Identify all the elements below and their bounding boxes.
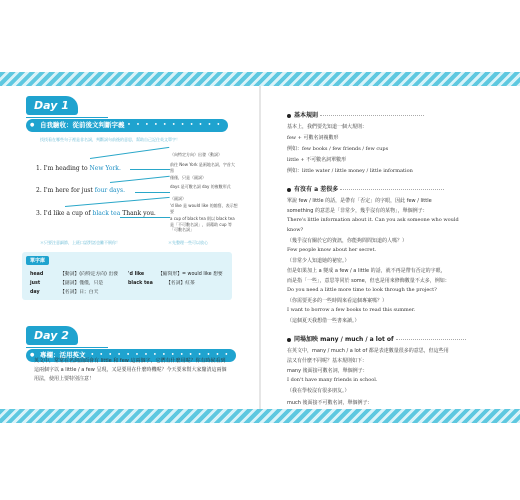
body-line: （這個夏天我想借一些書來讀。） bbox=[287, 318, 360, 324]
bottom-stripe-border bbox=[0, 409, 520, 423]
vocab-word: 'd like bbox=[128, 272, 145, 277]
sentence-1: 1. I'm heading to New York. bbox=[36, 165, 121, 172]
bullet-icon bbox=[287, 338, 291, 342]
sentence-2: 2. I'm here for just four days. bbox=[36, 187, 126, 194]
body-line: 而是指「一些」，意思等同於 some，但也是用來修飾數量不太多，例如： bbox=[287, 278, 450, 284]
dotted-leader bbox=[340, 189, 444, 190]
dotted-leader bbox=[320, 115, 424, 116]
day1-hint-bottom: ＊只要注意細節，上班口語對話也難不倒你！ bbox=[40, 240, 120, 245]
dotted-leader bbox=[396, 339, 466, 340]
left-page bbox=[0, 86, 259, 409]
highlight-black-tea: black tea bbox=[92, 210, 121, 217]
sentence-3: 3. I'd like a cup of black tea Thank you. bbox=[36, 210, 156, 217]
body-line: something 的意思是「非常少，幾乎沒有的某物」，舉個例子： bbox=[287, 208, 428, 214]
connector-line bbox=[135, 192, 170, 193]
day1-badge: Day 1 bbox=[26, 96, 78, 115]
body-line: 例如：little water / little money / little information bbox=[287, 168, 413, 174]
connector-line bbox=[120, 217, 170, 218]
vocab-word: black tea bbox=[128, 281, 153, 286]
day1-section-title bbox=[26, 119, 228, 132]
note-3: 僅僅，只是（副詞） bbox=[170, 175, 206, 180]
body-line: Do you need a little more time to look through the project? bbox=[287, 287, 437, 293]
note-2: 前往 New York 是兩地名詞，字首大寫 bbox=[170, 162, 235, 173]
day1-hint-top: 找找看在哪些句子裡是非名詞，判斷詞句前後的意思，幫助自己記住英文單字！ bbox=[40, 137, 180, 142]
vocab-word: just bbox=[30, 281, 41, 286]
vocab-word: day bbox=[30, 290, 40, 295]
body-line: little + 不可數名詞單數形 bbox=[287, 157, 347, 163]
vocab-item bbox=[128, 270, 223, 277]
heading-text: 同場加映 many / much / a lot of bbox=[294, 336, 394, 343]
day2-intro: 英文中，常常在名詞前面會有 little 和 few 這兩個字，它們有什麼用呢？你有時候看到這兩個字以 a little / a few 呈現，又是要用在什麼時機呢？今天要來幫大家釐清這兩個用法，使用上要特別注意！ bbox=[34, 358, 227, 382]
bullet-icon bbox=[287, 114, 291, 118]
body-line: 在英文中，many / much / a lot of 都是表達數量很多的意思，但這些用 bbox=[287, 348, 449, 354]
connector-line bbox=[65, 197, 170, 207]
highlight-new-york: New York. bbox=[89, 165, 121, 172]
note-7: a cup of black tea 則以 black tea 是「不可數名詞」，須藉助 cup 等「可數名詞」 bbox=[170, 216, 235, 232]
body-line: 法又有什麼不同呢？基本規則如下： bbox=[287, 358, 368, 364]
top-stripe-border bbox=[0, 72, 520, 86]
body-line: I don't have many friends in school. bbox=[287, 377, 378, 383]
vocab-word: head bbox=[30, 272, 44, 277]
vocab-tag: 單字庫 bbox=[26, 256, 49, 265]
dots-decoration: • • • • • • • • • • • • • • • • • • bbox=[72, 352, 230, 358]
body-line: much 後面接不可數名詞，舉個例子： bbox=[287, 400, 373, 406]
body-line: （非常少人知道她的祕密。） bbox=[287, 258, 350, 264]
body-line: 但是如果加上 a 變成 a few / a little 的話，就不再是帶有否定的字眼， bbox=[287, 268, 446, 274]
vocab-meaning: 【名詞】日；白天 bbox=[60, 290, 99, 295]
dots-decoration: • • • • • • • • • • • • bbox=[118, 122, 222, 128]
body-line: 單說 few / little 的話，是帶有「否定」的字眼，因此 few / little bbox=[287, 198, 432, 204]
body-line: know? bbox=[287, 227, 304, 233]
section-title-text: 自我驗收：從前後文判斷字義 bbox=[40, 121, 125, 129]
body-line: 基本上，我們要先知道一個大規則： bbox=[287, 124, 368, 130]
vocab-item bbox=[30, 270, 118, 277]
bullet-icon bbox=[287, 188, 291, 192]
body-line: （你需要更多的一些時間來看這個專案嗎？） bbox=[287, 298, 388, 304]
section-title-text: 專欄：活用英文 bbox=[40, 351, 86, 359]
vocab-box bbox=[22, 252, 232, 300]
heading-text: 有沒有 a 差很多 bbox=[294, 186, 339, 193]
body-line: many 後面接可數名詞，舉個例子： bbox=[287, 368, 368, 374]
vocab-meaning: 【縮寫形】= would like 想要 bbox=[158, 272, 223, 277]
body-line: few + 可數名詞複數形 bbox=[287, 135, 339, 141]
vocab-meaning: 【動詞】(向特定方向) 出發 bbox=[60, 272, 119, 277]
body-line: （我在學校沒有很多朋友。） bbox=[287, 388, 350, 394]
vocab-item bbox=[30, 288, 98, 295]
note-6: 'd like 是 would like 的縮寫，表示想要 bbox=[170, 203, 238, 214]
connector-line bbox=[90, 147, 169, 159]
day2-badge: Day 2 bbox=[26, 326, 78, 345]
body-line: 例如：few books / few friends / few cups bbox=[287, 146, 389, 152]
section-heading-with-a bbox=[287, 184, 444, 193]
connector-line bbox=[110, 176, 170, 183]
highlight-four-days: four days. bbox=[94, 187, 126, 194]
body-line: I want to borrow a few books to read this summer. bbox=[287, 307, 416, 313]
note-1: （向特定方向）出發（動詞） bbox=[170, 152, 222, 157]
day1-hint-bottom-2: ＊先整理一些可以放心 bbox=[168, 240, 208, 245]
body-line: （幾乎沒有關於它的資訊，你能夠問問知道的人嗎？） bbox=[287, 238, 408, 244]
body-line: Few people know about her secret. bbox=[287, 247, 377, 253]
right-page bbox=[261, 86, 520, 409]
connector-line bbox=[130, 169, 170, 170]
body-line: There's little information about it. Can you ask someone who would bbox=[287, 217, 459, 223]
note-4: days 是可數名詞 day 的複數形式 bbox=[170, 184, 231, 189]
heading-text: 基本規則 bbox=[294, 112, 319, 119]
vocab-item bbox=[128, 279, 195, 286]
section-heading-basic-rule bbox=[287, 110, 424, 119]
vocab-item bbox=[30, 279, 103, 286]
note-5: （副詞） bbox=[170, 196, 186, 201]
vocab-meaning: 【名詞】紅茶 bbox=[166, 281, 195, 286]
vocab-meaning: 【副詞】僅僅，只是 bbox=[60, 281, 104, 286]
section-heading-many-much bbox=[287, 334, 466, 343]
